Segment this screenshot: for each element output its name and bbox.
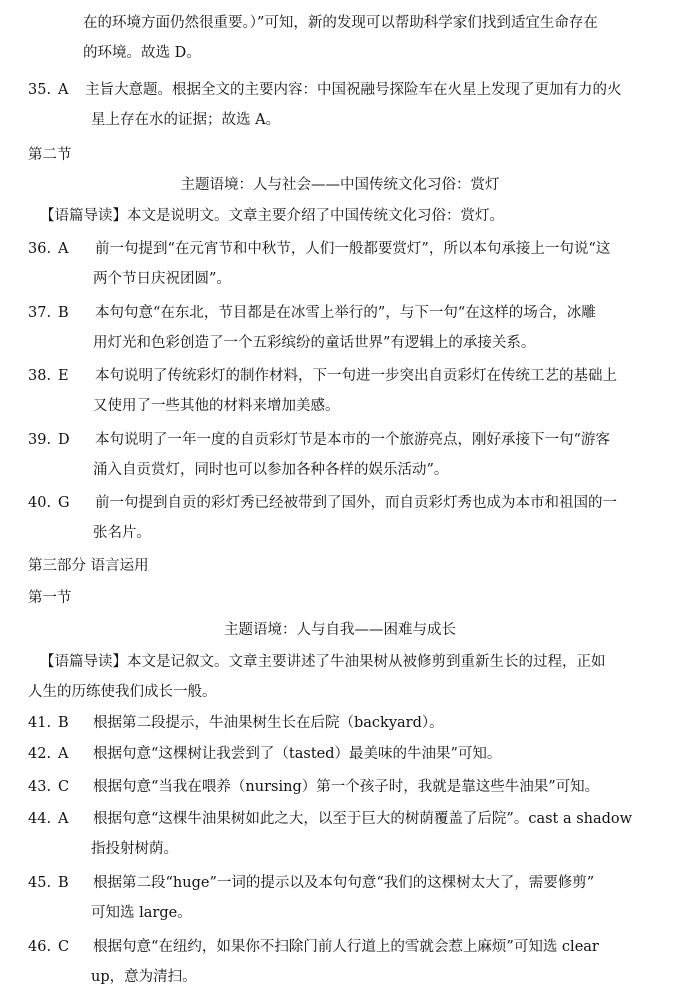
item-number: 44. [28,811,52,827]
continuation-line-2: 的环境。故选 D。 [83,45,201,61]
item-explanation-line-2: 两个节日庆祝团圆”。 [93,271,231,287]
item-explanation-line-1: 根据句意“这棵牛油果树如此之大，以至于巨大的树荫覆盖了后院”。cast a shadow [93,811,633,827]
item-number: 45. [28,875,52,891]
item-explanation-line-2: 涌入自贡赏灯，同时也可以参加各种各样的娱乐活动”。 [93,462,449,478]
item-explanation-line-1: 前一句提到自贡的彩灯秀已经被带到了国外，而自贡彩灯秀也成为本市和祖国的一 [95,495,617,511]
item-answer: D [58,432,70,448]
item-explanation-line-2: 又使用了一些其他的材料来增加美感。 [93,398,340,414]
item-answer: A [58,82,69,98]
item-answer: A [58,241,69,257]
item-explanation-line-1: 根据第二段提示，牛油果树生长在后院（backyard）。 [93,715,444,731]
item-explanation-line-1: 根据句意“这棵树让我尝到了（tasted）最美味的牛油果”可知。 [93,746,502,762]
part-heading: 第三部分 语言运用 [28,558,149,574]
section-heading: 第一节 [28,590,72,606]
item-answer: E [58,368,69,384]
passage-guide-line-1: 【语篇导读】本文是记叙文。文章主要讲述了牛油果树从被修剪到重新生长的过程，正如 [40,654,606,670]
passage-guide: 【语篇导读】本文是说明文。文章主要介绍了中国传统文化习俗：赏灯。 [40,208,504,224]
item-number: 39. [28,432,52,448]
item-answer: G [58,495,70,511]
item-explanation-line-1: 主旨大意题。根据全文的主要内容：中国祝融号探险车在火星上发现了更加有力的火 [85,82,622,98]
item-explanation-line-1: 前一句提到“在元宵节和中秋节，人们一般都要赏灯”，所以本句承接上一句说“这 [95,241,611,257]
theme-heading: 主题语境：人与社会——中国传统文化习俗：赏灯 [180,177,500,193]
item-answer: C [58,939,70,955]
section-heading: 第二节 [28,147,72,163]
item-answer: C [58,779,70,795]
item-number: 37. [28,305,52,321]
item-answer: B [58,305,69,321]
item-number: 41. [28,715,52,731]
item-explanation-line-1: 本句说明了传统彩灯的制作材料，下一句进一步突出自贡彩灯在传统工艺的基础上 [95,368,617,384]
item-explanation-line-2: 可知选 large。 [91,905,192,921]
item-number: 40. [28,495,52,511]
item-answer: A [58,811,69,827]
item-explanation-line-2: up，意为清扫。 [91,969,197,985]
item-number: 42. [28,746,52,762]
item-explanation-line-1: 根据句意“当我在喂养（nursing）第一个孩子时，我就是靠这些牛油果”可知。 [93,779,600,795]
item-answer: B [58,875,69,891]
item-number: 35. [28,82,52,98]
item-answer: A [58,746,69,762]
continuation-line-1: 在的环境方面仍然很重要。）”可知，新的发现可以帮助科学家们找到适宜生命存在 [83,15,598,31]
item-explanation-line-1: 根据句意“在纽约，如果你不扫除门前人行道上的雪就会惹上麻烦”可知选 clear [93,939,599,955]
item-answer: B [58,715,69,731]
item-explanation-line-1: 本句句意“在东北，节目都是在冰雪上举行的”，与下一句“在这样的场合，冰雕 [95,305,596,321]
theme-heading: 主题语境：人与自我——困难与成长 [224,622,456,638]
item-explanation-line-2: 星上存在水的证据；故选 A。 [91,112,281,128]
item-explanation-line-2: 张名片。 [93,525,151,541]
item-number: 43. [28,779,52,795]
item-explanation-line-2: 指投射树荫。 [91,841,178,857]
passage-guide-line-2: 人生的历练使我们成长一般。 [28,684,217,700]
item-explanation-line-1: 本句说明了一年一度的自贡彩灯节是本市的一个旅游亮点，刚好承接下一句“游客 [95,432,610,448]
item-explanation-line-1: 根据第二段“huge”一词的提示以及本句句意“我们的这棵树太大了，需要修剪” [93,875,595,891]
item-number: 38. [28,368,52,384]
item-explanation-line-2: 用灯光和色彩创造了一个五彩缤纷的童话世界”有逻辑上的承接关系。 [93,335,536,351]
item-number: 46. [28,939,52,955]
item-number: 36. [28,241,52,257]
